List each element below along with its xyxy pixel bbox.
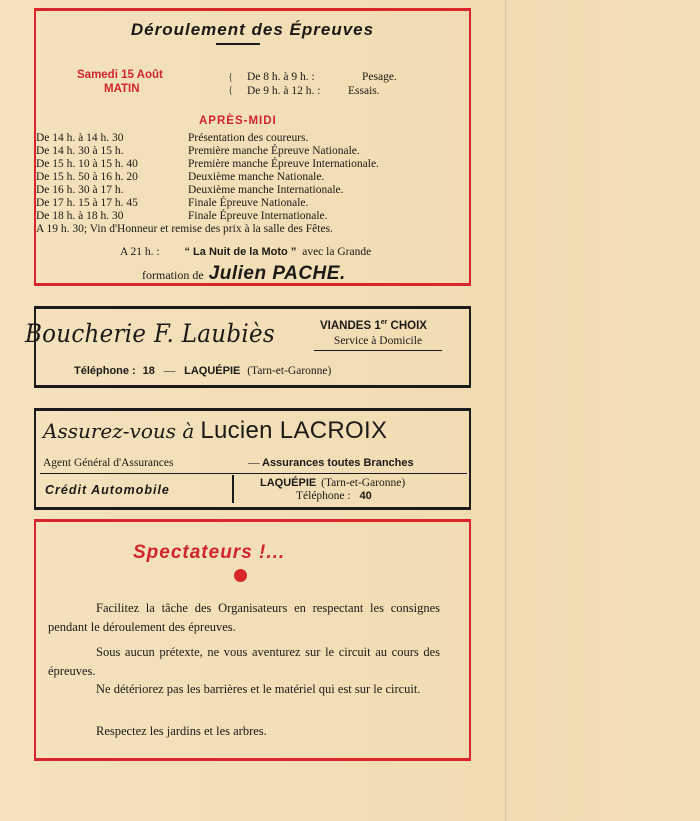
insurance-script: Assurez-vous à <box>43 419 195 443</box>
schedule-time: De 17 h. 15 à 17 h. 45 <box>36 197 138 209</box>
schedule-desc: Première manche Épreuve Nationale. <box>188 145 360 157</box>
page-fold <box>505 0 508 821</box>
schedule-time: De 15 h. 50 à 16 h. 20 <box>36 171 138 183</box>
butcher-region: (Tarn-et-Garonne) <box>247 365 332 377</box>
insurance-dash: — <box>248 457 260 469</box>
night-line <box>120 246 371 258</box>
formation-prefix: formation de <box>142 268 204 282</box>
schedule-row <box>2 197 472 210</box>
schedule-desc: Présentation des coureurs. <box>188 132 309 144</box>
schedule-row <box>2 158 472 171</box>
schedule-desc: Première manche Épreuve Internationale. <box>188 158 379 170</box>
meat-prefix: VIANDES 1 <box>320 319 381 332</box>
band-name: Julien PACHE. <box>208 263 346 284</box>
morning-desc-1: Pesage. <box>362 71 397 83</box>
schedule-desc: Deuxième manche Nationale. <box>188 171 325 183</box>
schedule-desc: Deuxième manche Internationale. <box>188 184 344 196</box>
butcher-town: LAQUÉPIE <box>184 365 241 377</box>
butcher-ad <box>25 306 471 388</box>
butcher-dash: — <box>163 365 176 377</box>
schedule-time: De 15 h. 10 à 15 h. 40 <box>36 158 138 170</box>
night-title: “ La Nuit de la Moto ” <box>184 246 297 258</box>
night-time: A 21 h. : <box>120 246 160 258</box>
morning-label: MATIN <box>104 83 140 95</box>
insurance-header <box>43 417 387 445</box>
program-title: Déroulement des Épreuves <box>130 20 375 39</box>
spectators-paragraph: Sous aucun prétexte, ne vous aventurez sur le circuit au cours des épreuves. <box>48 645 440 678</box>
schedule-row <box>2 184 472 197</box>
insurance-credit: Crédit Automobile <box>45 483 170 497</box>
butcher-contact <box>74 365 331 377</box>
formation-line <box>142 263 346 285</box>
spectators-notice <box>34 519 471 761</box>
schedule-desc: Finale Épreuve Internationale. <box>188 210 328 222</box>
butcher-phone-label: Téléphone : <box>74 365 136 377</box>
schedule-desc: Finale Épreuve Nationale. <box>188 197 309 209</box>
schedule-row <box>2 210 472 223</box>
insurance-divider <box>40 473 467 474</box>
morning-brace: { { <box>228 71 234 96</box>
schedule-row <box>2 171 472 184</box>
night-suffix: avec la Grande <box>302 246 372 258</box>
spectators-paragraph: Ne détériorez pas les barrières et le matériel qui est sur le circuit. <box>96 682 421 696</box>
insurance-region: (Tarn-et-Garonne) <box>321 477 406 489</box>
morning-time-1: De 8 h. à 9 h. : <box>247 71 315 83</box>
schedule-time: De 16 h. 30 à 17 h. <box>36 184 124 196</box>
red-dot-icon <box>234 569 247 582</box>
butcher-service: Service à Domicile <box>314 335 442 351</box>
program-box <box>34 8 471 286</box>
spectators-paragraph: Respectez les jardins et les arbres. <box>96 724 267 738</box>
afternoon-schedule <box>2 132 472 235</box>
insurance-branches: Assurances toutes Branches <box>262 457 414 469</box>
morning-time-2: De 9 h. à 12 h. : <box>247 85 321 97</box>
insurance-town: LAQUÉPIE <box>260 477 317 489</box>
evening-text: A 19 h. 30; Vin d'Honneur et remise des prix à la salle des Fêtes. <box>36 223 333 235</box>
schedule-time: De 18 h. à 18 h. 30 <box>36 210 124 222</box>
insurance-agent: Agent Général d'Assurances <box>43 457 174 469</box>
insurance-phone-label: Téléphone : <box>296 490 351 502</box>
day-label: Samedi 15 Août <box>77 69 163 81</box>
meat-suffix: CHOIX <box>390 319 427 332</box>
morning-desc-2: Essais. <box>348 85 380 97</box>
evening-row <box>2 223 472 236</box>
title-underline <box>216 43 260 45</box>
meat-superscript: er <box>380 319 388 326</box>
insurance-name: Lucien LACROIX <box>200 417 388 444</box>
schedule-row <box>2 132 472 145</box>
schedule-time: De 14 h. 30 à 15 h. <box>36 145 124 157</box>
spectators-title: Spectateurs !... <box>133 542 286 563</box>
butcher-name: Boucherie F. Laubiès <box>25 319 275 348</box>
schedule-time: De 14 h. à 14 h. 30 <box>36 132 124 144</box>
spectators-paragraph: Facilitez la tâche des Organisateurs en respectant les consignes pendant le déroulement des épreuves. <box>48 601 440 634</box>
butcher-phone: 18 <box>142 365 155 377</box>
schedule-row <box>2 145 472 158</box>
insurance-phone-line <box>296 490 372 502</box>
butcher-meat <box>320 319 427 332</box>
insurance-ad <box>34 408 471 510</box>
afternoon-label: APRÈS-MIDI <box>199 115 277 127</box>
insurance-address <box>260 477 405 489</box>
insurance-vertical-bar <box>232 475 234 503</box>
insurance-phone: 40 <box>359 490 372 502</box>
